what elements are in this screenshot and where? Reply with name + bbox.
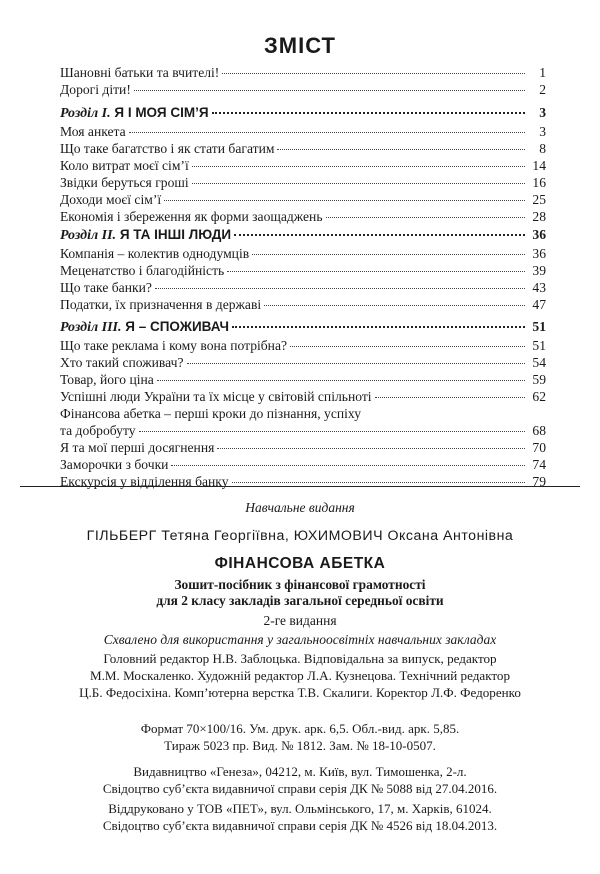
toc-entry-text: Звідки беруться гроші xyxy=(60,175,189,190)
leader-dots xyxy=(192,166,525,167)
toc-entry xyxy=(60,191,546,208)
toc-entry-page: 54 xyxy=(532,355,546,370)
toc-title: ЗМІСТ xyxy=(264,33,336,58)
section-page: 3 xyxy=(539,105,546,120)
toc-entry-page: 2 xyxy=(539,82,546,97)
toc-entry-page: 70 xyxy=(532,440,546,455)
toc-entry-text: Що таке реклама і кому вона потрібна? xyxy=(60,338,288,353)
toc-entry-page: 25 xyxy=(532,192,546,207)
approval-note: Схвалено для використання у загальноосвітніх навчальних закладах xyxy=(103,632,497,647)
leader-dots xyxy=(326,217,525,218)
toc-entry xyxy=(60,245,546,262)
toc-entry-page: 1 xyxy=(539,65,546,80)
toc-entry xyxy=(60,279,546,296)
section-heading xyxy=(60,104,546,123)
leader-dots xyxy=(232,482,525,483)
toc-entry xyxy=(60,123,546,140)
toc-entry-text: Я та мої перші досягнення xyxy=(60,440,215,455)
printer-info xyxy=(20,800,580,834)
toc-entry xyxy=(60,456,546,473)
leader-dots xyxy=(252,254,525,255)
toc-entry xyxy=(60,439,546,456)
toc-entry-text: Успішні люди України та їх місце у світовій спільноті xyxy=(60,389,372,404)
printer-line: Віддруковано у ТОВ «ПЕТ», вул. Ольмінського, 17, м. Харків, 61024. xyxy=(108,801,492,816)
publisher-info xyxy=(20,763,580,797)
toc-section-2 xyxy=(60,226,546,313)
section-heading xyxy=(60,318,546,337)
leader-dots xyxy=(227,271,525,272)
toc-intro xyxy=(60,64,546,98)
leader-dots xyxy=(217,448,525,449)
toc-section-3 xyxy=(60,318,546,490)
toc-entry-page: 79 xyxy=(532,474,546,489)
specs-line: Тираж 5023 пр. Вид. № 1812. Зам. № 18-10-0507. xyxy=(164,738,436,753)
section-title: Я – СПОЖИВАЧ xyxy=(121,319,229,334)
toc-entry-page: 39 xyxy=(532,263,546,278)
section-page: 51 xyxy=(532,319,546,334)
book-subtitle-2: для 2 класу закладів загальної середньої освіти xyxy=(156,593,444,608)
toc-entry-page: 28 xyxy=(532,209,546,224)
toc-entry-page: 14 xyxy=(532,158,546,173)
toc-entry xyxy=(60,337,546,354)
toc-entry-text: Фінансова абетка – перші кроки до пізнання, успіху xyxy=(60,406,361,421)
toc-entry-page: 68 xyxy=(532,423,546,438)
toc-entry-text: Економія і збереження як форми заощаджень xyxy=(60,209,323,224)
leader-dots xyxy=(129,132,525,133)
toc-entry-text: Коло витрат моєї сім’ї xyxy=(60,158,189,173)
edition-type: Навчальне видання xyxy=(245,500,355,515)
leader-dots xyxy=(187,363,526,364)
toc-entry-text: та добробуту xyxy=(60,423,136,438)
toc-entry-page: 59 xyxy=(532,372,546,387)
leader-dots xyxy=(375,397,525,398)
section-page: 36 xyxy=(532,227,546,242)
toc-entry xyxy=(60,473,546,490)
leader-dots xyxy=(232,326,525,328)
print-specs xyxy=(20,720,580,754)
toc-entry xyxy=(60,174,546,191)
divider-rule xyxy=(20,486,580,487)
leader-dots xyxy=(212,112,525,114)
section-lead: Розділ II. xyxy=(60,228,117,243)
toc-section-1 xyxy=(60,104,546,225)
specs-line: Формат 70×100/16. Ум. друк. арк. 6,5. Обл.-вид. арк. 5,85. xyxy=(140,721,460,736)
leader-dots xyxy=(264,305,525,306)
leader-dots xyxy=(155,288,525,289)
toc-entry-text: Моя анкета xyxy=(60,124,126,139)
toc-entry-page: 3 xyxy=(539,124,546,139)
edition-number: 2-ге видання xyxy=(263,613,337,628)
editorial-staff xyxy=(20,650,580,701)
leader-dots xyxy=(277,149,525,150)
toc-entry xyxy=(60,208,546,225)
leader-dots xyxy=(192,183,525,184)
staff-line: Головний редактор Н.В. Заблоцька. Відповідальна за випуск, редактор xyxy=(103,651,497,666)
toc-entry xyxy=(60,140,546,157)
toc-entry-text: Хто такий споживач? xyxy=(60,355,184,370)
toc-entry-page: 51 xyxy=(532,338,546,353)
toc-entry-text: Заморочки з бочки xyxy=(60,457,169,472)
toc-entry xyxy=(60,64,546,81)
toc-entry xyxy=(60,422,546,439)
toc-entry-text: Доходи моєї сім’ї xyxy=(60,192,162,207)
toc-entry-text: Компанія – колектив однодумців xyxy=(60,246,250,261)
toc-entry xyxy=(60,262,546,279)
section-title: Я І МОЯ СІМ’Я xyxy=(110,105,209,120)
leader-dots xyxy=(134,90,525,91)
toc-entry-page: 16 xyxy=(532,175,546,190)
leader-dots xyxy=(290,346,525,347)
toc-entry xyxy=(60,81,546,98)
book-subtitle-1: Зошит-посібник з фінансової грамотності xyxy=(174,577,426,592)
section-lead: Розділ III. xyxy=(60,320,122,335)
toc-entry-page: 43 xyxy=(532,280,546,295)
book-title: ФІНАНСОВА АБЕТКА xyxy=(214,555,386,572)
printer-line: Свідоцтво суб’єкта видавничої справи серія ДК № 4526 від 18.04.2013. xyxy=(102,818,498,833)
leader-dots xyxy=(171,465,525,466)
section-lead: Розділ I. xyxy=(60,106,111,121)
toc-entry-page: 74 xyxy=(532,457,546,472)
toc-entry-text: Товар, його ціна xyxy=(60,372,154,387)
toc-entry xyxy=(60,405,546,422)
toc-entry-page: 36 xyxy=(532,246,546,261)
toc-entry xyxy=(60,157,546,174)
publisher-line: Видавництво «Генеза», 04212, м. Київ, вул. Тимошенка, 2-л. xyxy=(133,764,467,779)
toc-entry-text: Екскурсія у відділення банку xyxy=(60,474,229,489)
leader-dots xyxy=(139,431,525,432)
leader-dots xyxy=(157,380,525,381)
toc-entry-text: Меценатство і благодійність xyxy=(60,263,225,278)
toc-entry-text: Що таке банки? xyxy=(60,280,152,295)
section-title: Я ТА ІНШІ ЛЮДИ xyxy=(116,227,232,242)
toc-entry-page: 8 xyxy=(539,141,546,156)
toc-entry-page: 47 xyxy=(532,297,546,312)
toc-entry xyxy=(60,296,546,313)
toc-entry-text: Дорогі діти! xyxy=(60,82,131,97)
toc-entry xyxy=(60,388,546,405)
toc-entry-page: 62 xyxy=(532,389,546,404)
leader-dots xyxy=(222,73,525,74)
authors: ГІЛЬБЕРГ Тетяна Георгіївна, ЮХИМОВИЧ Оксана Антонівна xyxy=(86,528,514,544)
toc-entry xyxy=(60,371,546,388)
toc-entry xyxy=(60,354,546,371)
leader-dots xyxy=(234,234,525,236)
toc-entry-text: Податки, їх призначення в державі xyxy=(60,297,262,312)
publisher-line: Свідоцтво суб’єкта видавничої справи серія ДК № 5088 від 27.04.2016. xyxy=(102,781,498,796)
section-heading xyxy=(60,226,546,245)
staff-line: Ц.Б. Федосіхіна. Комп’ютерна верстка Т.В. Скалиги. Коректор Л.Ф. Федоренко xyxy=(79,685,521,700)
staff-line: М.М. Москаленко. Художній редактор Л.А. Кузнецова. Технічний редактор xyxy=(89,668,511,683)
toc-entry-text: Шановні батьки та вчителі! xyxy=(60,65,220,80)
leader-dots xyxy=(164,200,525,201)
toc-entry-text: Що таке багатство і як стати багатим xyxy=(60,141,275,156)
